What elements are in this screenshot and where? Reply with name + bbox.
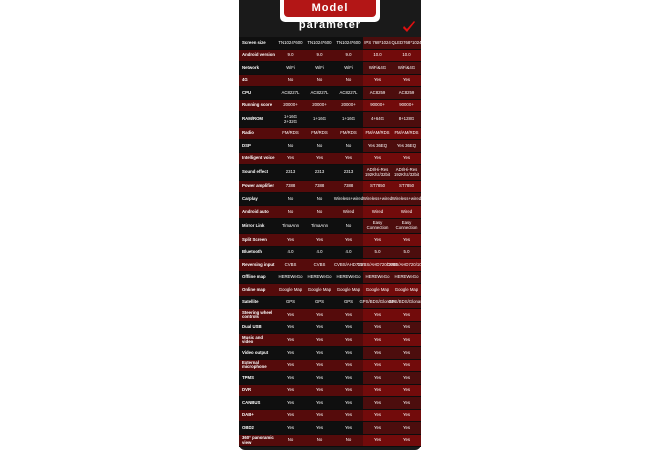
table-cell: Yes: [344, 424, 352, 430]
table-cell: Yes: [373, 374, 381, 380]
table-cell: Yes: [402, 336, 410, 342]
table-cell: QLED768*1024: [391, 39, 422, 45]
table-cell: Yes: [286, 311, 294, 317]
table-cell: AC8227L: [281, 89, 300, 95]
table-cell: Wired: [342, 208, 355, 214]
table-cell: GPS: [285, 299, 296, 305]
table-cell: Yes: [373, 236, 381, 242]
table-row: [239, 360, 421, 373]
table-row: [239, 153, 421, 166]
table-cell: 1+16G: [341, 116, 356, 122]
table-cell: HEREWeGo: [365, 274, 390, 280]
table-row: [239, 422, 421, 435]
table-cell: No: [316, 142, 323, 148]
table-cell: No: [287, 142, 294, 148]
table-cell: FM/AM/RDS: [394, 130, 419, 136]
row-label: Running score: [242, 102, 273, 108]
table-cell: Google Map: [336, 286, 361, 292]
table-row: [239, 128, 421, 141]
table-cell: Yes: [373, 362, 381, 368]
table-cell: Yes: [402, 155, 410, 161]
table-row: [239, 234, 421, 247]
row-label: DVR: [242, 387, 252, 393]
table-cell: Easy Connection: [395, 220, 418, 230]
table-cell: CVBS: [313, 261, 326, 267]
table-cell: HEREWeGo: [307, 274, 332, 280]
table-cell: Yes: [315, 324, 323, 330]
table-cell: 9.0: [345, 52, 352, 58]
table-row: [239, 100, 421, 113]
table-cell: Yes: [315, 155, 323, 161]
row-label: 4G: [242, 77, 248, 83]
table-cell: No: [345, 142, 352, 148]
table-cell: Yes: [286, 236, 294, 242]
table-cell: GPS/BDS/Glonass: [388, 299, 425, 305]
table-cell: Yes: [315, 387, 323, 393]
table-cell: 1+16G 2+32G: [283, 114, 298, 124]
table-cell: Yes: [402, 236, 410, 242]
table-cell: Yes: [373, 387, 381, 393]
table-cell: Google Map: [307, 286, 332, 292]
checkmark-icon: [402, 21, 416, 35]
table-cell: Yes: [373, 437, 381, 443]
row-label: CPU: [242, 89, 252, 95]
table-cell: 5.0: [374, 249, 381, 255]
row-label: Android version: [242, 52, 275, 58]
table-cell: No: [316, 437, 323, 443]
table-cell: Yes: [344, 399, 352, 405]
table-cell: ADI/Hi-Res 192Khz/32bit: [393, 167, 420, 177]
table-cell: Easy Connection: [366, 220, 389, 230]
table-cell: Yes: [402, 311, 410, 317]
table-row: [239, 372, 421, 385]
row-label: Steering wheel controls: [242, 309, 273, 320]
row-label: RAM/ROM: [242, 116, 264, 122]
table-cell: Yes: [402, 424, 410, 430]
table-row: [239, 397, 421, 410]
table-cell: Yes: [286, 387, 294, 393]
row-label: Screen size: [242, 39, 266, 45]
table-cell: No: [345, 222, 352, 228]
table-cell: Yes: [315, 336, 323, 342]
row-label: Reversing input: [242, 261, 275, 267]
table-cell: 9.0: [316, 52, 323, 58]
table-cell: Google Map: [365, 286, 390, 292]
table-row: [239, 181, 421, 194]
table-row: [239, 410, 421, 423]
table-row: [239, 165, 421, 181]
table-cell: 2313: [285, 169, 296, 175]
table-cell: Yes: [373, 399, 381, 405]
table-row: [239, 347, 421, 360]
row-label: Online map: [242, 286, 266, 292]
table-cell: Yes: [344, 349, 352, 355]
table-row: [239, 309, 421, 322]
table-cell: 20000+: [283, 102, 298, 108]
table-cell: FM/AM/RDS: [365, 130, 390, 136]
table-cell: CVBS: [284, 261, 297, 267]
table-cell: FM/RDS: [282, 130, 299, 136]
table-cell: Wireless+wired: [391, 195, 422, 201]
table-cell: CVBS/AHD720: [333, 261, 364, 267]
table-cell: Yes: [402, 374, 410, 380]
table-cell: Yes: [286, 399, 294, 405]
table-cell: CVBS/AHD720/1080: [386, 261, 427, 267]
table-cell: 4.0: [316, 249, 323, 255]
table-cell: ST7850: [398, 183, 415, 189]
table-row: [239, 272, 421, 285]
row-label: Bluetooth: [242, 249, 263, 255]
row-label: Mirror Link: [242, 222, 265, 228]
table-cell: HEREWeGo: [278, 274, 303, 280]
table-cell: 90000+: [370, 102, 385, 108]
table-cell: Yes: [373, 349, 381, 355]
table-row: [239, 247, 421, 260]
table-row: [239, 206, 421, 219]
table-row: [239, 193, 421, 206]
row-label: Android auto: [242, 208, 269, 214]
table-cell: 7388: [314, 183, 325, 189]
table-cell: 5.0: [403, 249, 410, 255]
table-cell: Yes: [286, 349, 294, 355]
table-cell: Wireless+wired: [362, 195, 393, 201]
table-row: [239, 140, 421, 153]
table-cell: HEREWeGo: [336, 274, 361, 280]
table-cell: Yes: [402, 387, 410, 393]
row-label: Satellite: [242, 299, 259, 305]
table-cell: Yes: [402, 349, 410, 355]
table-cell: 10.0: [402, 52, 411, 58]
table-cell: ADI/Hi-Res 192Khz/32bit: [364, 167, 391, 177]
table-cell: ST7850: [369, 183, 386, 189]
table-cell: Yes: [344, 155, 352, 161]
table-cell: Google Map: [394, 286, 419, 292]
table-cell: AC8259: [369, 89, 386, 95]
table-cell: Yes: [315, 374, 323, 380]
row-label: Radio: [242, 130, 254, 136]
table-cell: Yes 36EQ: [396, 142, 417, 148]
table-cell: FM/RDS: [311, 130, 328, 136]
table-row: [239, 112, 421, 128]
row-label: Carplay: [242, 195, 258, 201]
row-label: 360° panoramic view: [242, 435, 274, 445]
table-row: [239, 75, 421, 88]
table-cell: No: [345, 77, 352, 83]
table-cell: 4+64G: [370, 116, 385, 122]
spec-panel: [239, 0, 427, 450]
table-cell: No: [287, 77, 294, 83]
row-label: CANBUS: [242, 399, 261, 405]
row-label: Intelligent voice: [242, 155, 275, 161]
table-cell: WiFi: [315, 64, 324, 70]
table-cell: 20000+: [312, 102, 327, 108]
table-cell: Yes: [286, 412, 294, 418]
table-cell: Yes: [344, 336, 352, 342]
table-cell: AC8227L: [339, 89, 358, 95]
row-label: Network: [242, 64, 259, 70]
table-cell: Yes: [402, 412, 410, 418]
table-row: [239, 334, 421, 347]
row-label: Video output: [242, 349, 269, 355]
table-cell: TimaAnn: [281, 222, 300, 228]
table-cell: Yes 36EQ: [367, 142, 388, 148]
table-cell: WiFi&4G: [397, 64, 416, 70]
table-cell: TimaAnn: [310, 222, 329, 228]
table-cell: AC8259: [398, 89, 415, 95]
table-cell: Yes: [402, 437, 410, 443]
table-cell: Yes: [373, 324, 381, 330]
table-row: [239, 219, 421, 235]
table-cell: Wireless+wired: [333, 195, 364, 201]
table-cell: 4.0: [345, 249, 352, 255]
table-cell: Yes: [373, 311, 381, 317]
table-cell: GPS/BDS/Glonass: [359, 299, 396, 305]
table-row: [239, 322, 421, 335]
table-cell: 10.0: [373, 52, 382, 58]
table-cell: Google Map: [278, 286, 303, 292]
table-row: [239, 385, 421, 398]
table-cell: Yes: [402, 77, 410, 83]
table-cell: Wired: [371, 208, 384, 214]
table-cell: 4.0: [287, 249, 294, 255]
table-cell: Yes: [344, 387, 352, 393]
table-cell: No: [345, 437, 352, 443]
row-label: Offline map: [242, 274, 266, 280]
table-cell: Yes: [373, 155, 381, 161]
table-row: [239, 297, 425, 310]
table-cell: No: [316, 77, 323, 83]
table-cell: WiFi: [344, 64, 353, 70]
table-cell: No: [287, 208, 294, 214]
table-row: [239, 62, 421, 75]
table-cell: 8+128G: [398, 116, 415, 122]
row-label: Power amplifier: [242, 183, 274, 189]
table-cell: Yes: [373, 336, 381, 342]
table-cell: Yes: [286, 424, 294, 430]
table-cell: Yes: [344, 236, 352, 242]
page-title: Model parameter: [284, 0, 376, 17]
table-cell: HEREWeGo: [394, 274, 419, 280]
table-cell: Yes: [315, 311, 323, 317]
table-cell: CVBS/AHD720/1080: [357, 261, 398, 267]
table-row: [239, 259, 427, 272]
table-cell: Yes: [373, 77, 381, 83]
table-row: [239, 284, 421, 297]
table-cell: Yes: [344, 362, 352, 368]
table-cell: TN1024*600: [278, 39, 303, 45]
table-row: [239, 435, 421, 448]
table-cell: Yes: [402, 324, 410, 330]
table-cell: Yes: [373, 412, 381, 418]
table-cell: 2313: [343, 169, 354, 175]
table-cell: Yes: [402, 362, 410, 368]
table-cell: Yes: [344, 412, 352, 418]
table-cell: 7388: [285, 183, 296, 189]
table-cell: 20000+: [341, 102, 356, 108]
table-cell: Yes: [315, 412, 323, 418]
table-cell: TN1024*600: [336, 39, 361, 45]
table-cell: Wired: [400, 208, 413, 214]
row-label: DSP: [242, 142, 251, 148]
table-cell: No: [316, 195, 323, 201]
table-cell: WiFi&4G: [368, 64, 387, 70]
table-cell: TN1024*600: [307, 39, 332, 45]
table-cell: No: [316, 208, 323, 214]
table-cell: Yes: [286, 324, 294, 330]
table-cell: GPS: [314, 299, 325, 305]
row-label: DAB+: [242, 412, 254, 418]
row-label: External microphone: [242, 359, 267, 370]
row-label: Dual USB: [242, 324, 262, 330]
table-row: [239, 37, 421, 50]
table-cell: Yes: [286, 374, 294, 380]
table-cell: 1+16G: [312, 116, 327, 122]
table-cell: Yes: [315, 236, 323, 242]
table-cell: WiFi: [286, 64, 295, 70]
table-cell: Yes: [344, 311, 352, 317]
row-label: Music and video: [242, 334, 264, 345]
table-cell: Yes: [286, 336, 294, 342]
table-cell: IPS 768*1024: [364, 39, 391, 45]
table-cell: Yes: [344, 324, 352, 330]
table-cell: GPS: [343, 299, 354, 305]
table-row: [239, 87, 421, 100]
row-label: Split Screen: [242, 236, 267, 242]
table-cell: 2313: [314, 169, 325, 175]
table-cell: 7388: [343, 183, 354, 189]
table-cell: Yes: [373, 424, 381, 430]
table-cell: Yes: [402, 399, 410, 405]
row-label: OBD2: [242, 424, 254, 430]
row-label: TPMS: [242, 374, 254, 380]
table-cell: Yes: [315, 424, 323, 430]
spec-table: [239, 37, 427, 447]
table-cell: Yes: [315, 399, 323, 405]
table-cell: Yes: [286, 155, 294, 161]
table-cell: No: [287, 195, 294, 201]
table-cell: AC8227L: [310, 89, 329, 95]
table-cell: 90000+: [399, 102, 414, 108]
table-cell: No: [287, 437, 294, 443]
row-label: Sound effect: [242, 169, 269, 175]
table-cell: Yes: [344, 374, 352, 380]
table-cell: Yes: [286, 362, 294, 368]
table-cell: Yes: [315, 362, 323, 368]
title-banner: [280, 0, 380, 31]
table-row: [239, 50, 421, 63]
table-cell: 9.0: [287, 52, 294, 58]
table-cell: Yes: [315, 349, 323, 355]
table-cell: FM/RDS: [340, 130, 357, 136]
